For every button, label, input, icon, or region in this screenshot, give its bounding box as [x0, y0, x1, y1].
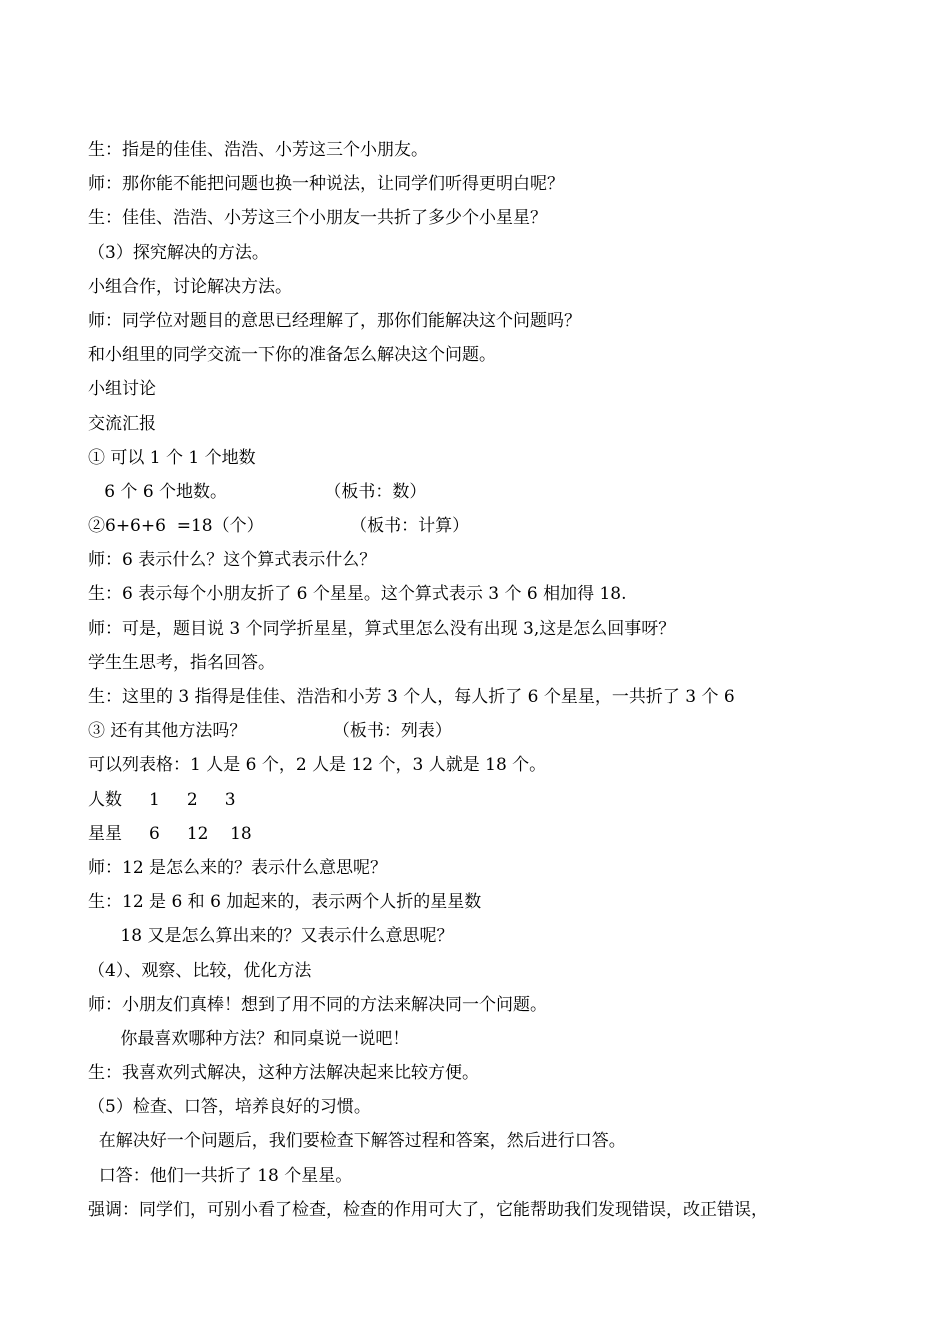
- text-line: ① 可以 1 个 1 个地数: [88, 447, 256, 468]
- document-body: [88, 138, 868, 1232]
- text-line: 你最喜欢哪种方法？和同桌说一说吧！: [88, 1028, 410, 1049]
- table-row-stars: 星星 6 12 18: [88, 823, 252, 844]
- text-line: 师：那你能不能把问题也换一种说法，让同学们听得更明白呢？: [88, 174, 564, 195]
- text-line: 6 个 6 个地数。 （板书：数）: [88, 481, 427, 502]
- text-line: 师：同学位对题目的意思已经理解了，那你们能解决这个问题吗？: [88, 310, 581, 331]
- text-line: ②6+6+6 =18（个） （板书：计算）: [88, 516, 470, 537]
- section-heading: （3）探究解决的方法。: [88, 242, 269, 263]
- text-line: 生：佳佳、浩浩、小芳这三个小朋友一共折了多少个小星星？: [88, 208, 547, 229]
- table-row-people: 人数 1 2 3: [88, 789, 236, 810]
- text-line: 18 又是怎么算出来的？又表示什么意思呢？: [88, 926, 454, 947]
- text-line: 师：小朋友们真棒！想到了用不同的方法来解决同一个问题。: [88, 994, 547, 1015]
- text-line: 小组讨论: [88, 379, 156, 400]
- text-line: 交流汇报: [88, 413, 156, 434]
- text-line: 可以列表格：1 人是 6 个，2 人是 12 个，3 人就是 18 个。: [88, 755, 547, 776]
- section-heading: （4）、观察、比较，优化方法: [88, 960, 312, 981]
- text-line: 口答：他们一共折了 18 个星星。: [88, 1165, 353, 1186]
- text-line: 师：6 表示什么？这个算式表示什么？: [88, 550, 377, 571]
- text-line: 师：12 是怎么来的？表示什么意思呢？: [88, 857, 388, 878]
- text-line: 小组合作，讨论解决方法。: [88, 276, 292, 297]
- text-line: 生：这里的 3 指得是佳佳、浩浩和小芳 3 个人，每人折了 6 个星星，一共折了 3 个 6: [88, 687, 735, 707]
- text-line: 学生生思考，指名回答。: [88, 652, 275, 673]
- text-line: 师：可是，题目说 3 个同学折星星，算式里怎么没有出现 3,这是怎么回事呀？: [88, 618, 676, 639]
- section-heading: （5）检查、口答，培养良好的习惯。: [88, 1097, 371, 1118]
- text-line: 生：我喜欢列式解决，这种方法解决起来比较方便。: [88, 1063, 479, 1084]
- text-line: 和小组里的同学交流一下你的准备怎么解决这个问题。: [88, 345, 496, 366]
- text-line: ③ 还有其他方法吗？ （板书：列表）: [88, 721, 452, 742]
- text-line: 强调：同学们，可别小看了检查，检查的作用可大了，它能帮助我们发现错误，改正错误，: [88, 1199, 768, 1220]
- text-line: 生：6 表示每个小朋友折了 6 个星星。这个算式表示 3 个 6 相加得 18.: [88, 584, 627, 605]
- text-line: 生：指是的佳佳、浩浩、小芳这三个小朋友。: [88, 140, 428, 160]
- text-line: 在解决好一个问题后，我们要检查下解答过程和答案，然后进行口答。: [88, 1131, 626, 1152]
- text-line: 生：12 是 6 和 6 加起来的，表示两个人折的星星数: [88, 892, 482, 913]
